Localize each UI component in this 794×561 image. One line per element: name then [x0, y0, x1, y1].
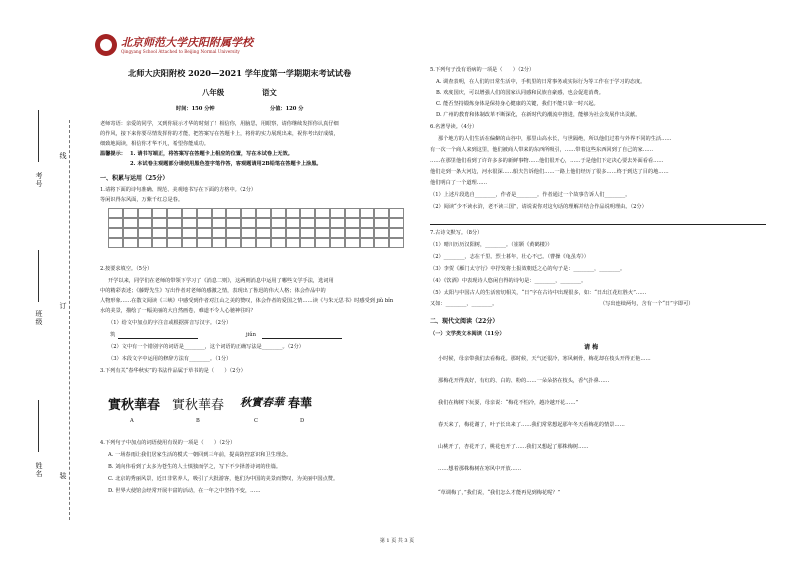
q4-option-a: A. 一场春雨让我们居家生活的模式一朝回到三年前，提高防控意识和卫生理念。 [108, 452, 292, 458]
q5-option-b: B. 欢度国庆，可以增强人们的国家认同感和民族自豪感，也会促进消费。 [436, 90, 604, 96]
q5-option-d: D. 广州的教育和体制改革不断深化，在新时代的潮流中推进，能够为社会发展作出贡献。 [436, 112, 641, 118]
greeting-line-2: 的作风，接下来你要尽情发挥你的才能，把答案写在答题卡上，将你的实力展现出来，祝你考出好成绩， [100, 131, 339, 137]
q6-stem: 6.名著导读。（4分） [430, 124, 478, 130]
exam-time: 时间：150 分钟 [176, 106, 215, 112]
calligraphy-b: 實秋華春 [172, 398, 225, 413]
calligraphy-a: 實秋華春 [108, 398, 161, 413]
q2-para-2: 中的精彩表述；《藤野先生》写出作者对老师的感激之情，表现出了鲁迅的伟大人格；体会作品中的 [100, 288, 326, 294]
article-para-4: 春天来了，梅花谢了，叶子长出来了……我们常常想起那年冬天看梅花的情景…… [438, 422, 625, 428]
exam-title: 北师大庆阳附校 2020—2021 学年度第一学期期末考试试卷 [128, 68, 352, 78]
q2-para-4: 水的美景，描绘了一幅美丽的大自然画卷，难道不令人心驰神往吗？ [100, 308, 256, 314]
page-footer: 第 1 页 共 3 页 [379, 538, 415, 544]
q6-para-3: ……在那里他们看到了许许多多的新鲜事物……他们很开心，……于是他们下定决心要去外面看看…… [430, 158, 664, 164]
school-logo [95, 34, 335, 64]
q5-stem: 5.下列句子没有语病的一项是（ ）（2分） [430, 67, 535, 73]
calligraphy-d: 春華 [288, 396, 313, 410]
school-name: 北京师范大学庆阳附属学校 [121, 36, 253, 49]
q7-stem: 7.古诗文默写。（8分） [430, 230, 483, 236]
q2-para-1: 开学以来，同学们在老师的带领下学习了《消息二则》，这两则消息中运用了哪些文学手法，选词用 [108, 278, 334, 284]
exam-score: 分值：120 分 [270, 106, 304, 112]
subject: 语文 [262, 88, 277, 97]
article-para-5: 山桃开了，杏花开了，桃花也开了……我们又想起了那株梅树…… [438, 444, 589, 450]
q6-para-2: 有一次一个商人来到这里，他们被商人带来的东西所吸引，……带着这些东西回到了自己的家…… [430, 147, 654, 153]
greeting-line-3: 细致地阅读，相信你才华不凡，希望你能成功。 [100, 141, 209, 147]
q6-para-1: 那个地方的人们生活在偏僻的山谷中，那里山高水长，与世隔绝，所以他们过着与外界不同的生活…… [438, 136, 672, 142]
seal-bind-label: 装 [59, 472, 67, 480]
seal-line-label: 线 [59, 152, 67, 160]
class-label: 班级 [35, 310, 43, 326]
note-1: 1. 请书写端正，将答案写在答题卡上相应的位置，写在本试卷上无效。 [130, 151, 293, 157]
q6-a: （1）上述片段选自________，作者是________。作者通过一个故事告诉人们________。 [430, 192, 631, 198]
q1-writing-grid[interactable] [108, 208, 404, 248]
name-label: 姓名 [35, 462, 43, 478]
q4-option-d: D. 世界大使馆会经常开展丰富的活动，在一年之中坚持不变，…… [108, 488, 261, 494]
calligraphy-label-c: C [254, 418, 258, 424]
q7-5b: 又如：________，________。 [430, 301, 498, 307]
q2-a: （1）给文中加点的字注音或根据拼音写汉字。（2分） [108, 320, 232, 326]
q2-para-3: 人物形象……在散文阅读《三峡》中感受到作者对江山之美的赞叹，体会作者的爱国之情……读《与朱元思书》时感受到 jiǔ bǐn [100, 298, 394, 304]
q3-stem: 3.下列有关“春华秋实”的书法作品属于草书的是（ ）（2分） [100, 368, 246, 374]
q2-b: （2）文中有一个错别字的词语是________，这个词语的正确写法是________。（2分） [108, 344, 304, 350]
article-para-3: 我们在梅树下玩耍，母亲说：“梅花不怕冷，越冷越开花……” [438, 400, 579, 406]
section-2-title: 二、现代文阅读（22分） [430, 318, 499, 325]
article-para-1: 小时候，母亲带我们去看梅花。那时候，天气还很冷，寒风刺骨，梅花却在枝头开得正艳…… [438, 356, 651, 362]
exam-no-label: 考号 [35, 172, 43, 188]
q6-b-answer-line[interactable] [430, 224, 766, 225]
seal-order-label: 订 [59, 302, 67, 310]
school-name-en: Qingyang School Attached to Beijing Normal University [121, 49, 240, 54]
binding-sidebar [0, 0, 92, 561]
q1-text: 等闲识得东风面，万紫千红总是春。 [100, 197, 184, 203]
q4-option-c: C. 北京的秀丽风景，近日非常养人，吸引了大批游客，他们为中国的美景而赞叹，为美丽中国点赞。 [108, 476, 339, 482]
calligraphy-label-d: D [300, 418, 305, 424]
q7-4: （4）《饮酒》中表现诗人悠闲自得的诗句是：________，________。 [430, 278, 587, 284]
class-field[interactable] [38, 250, 39, 302]
q7-5: （5）太阳与中国古人的生活密切相关，“日”字在古诗中出现很多，如：“日出江花红胜火”…… [430, 290, 647, 296]
q2-a-fill-1: 筑 [110, 332, 116, 338]
q2-a-blank-2[interactable] [262, 338, 342, 339]
note-label: 温馨提示： [100, 151, 126, 157]
name-field[interactable] [38, 400, 39, 452]
q2-a-blank-1[interactable] [118, 338, 198, 339]
q7-2: （2）________，志在千里。烈士暮年，壮心不已。（曹操《龟虽寿》） [430, 254, 589, 260]
q1-stem: 1.请将下面的诗句准确、规范、美观地书写在下面的方格中。（2分） [100, 187, 257, 193]
q5-option-c: C. 能否坚持锻炼身体是保持身心健康的关键，我们不能只靠一时兴起。 [436, 101, 599, 107]
q2-c: （3）本段文字中运用的修辞方法有________。（1分） [108, 356, 232, 362]
greeting-line-1: 老师寄语：亲爱的同学，又到你展示才华的时刻了！相信你，用脑思，用眼察，请你继续发挥你认真仔细 [100, 121, 339, 127]
calligraphy-c: 秋實春華 [240, 396, 284, 409]
grade: 八年级 [202, 88, 225, 97]
section-1-title: 一、积累与运用（25分） [100, 175, 169, 182]
note-2: 2. 本试卷主观题部分请使用黑色签字笔作答，客观题请用2B铅笔在答题卡上涂黑。 [130, 161, 322, 167]
q7-1: （1）晴川历历汉阳树，________。（崔颢《黄鹤楼》） [430, 242, 553, 248]
exam-no-field[interactable] [38, 110, 39, 162]
q4-option-b: B. 刘向伟看到了太多为苍生的人士慎独而学之，写下不少择善诗词的佳篇。 [108, 464, 282, 470]
q4-stem: 4.下列句子中加点的词语使用有误的一项是（ ）（2分） [100, 440, 236, 446]
q2-a-fill-2: jiǔn [246, 332, 256, 338]
q2-stem: 2.按要求填空。（5分） [100, 266, 153, 272]
article-quote: “草调梅了，”我们说，“我们怎么才能再见到梅花呢？” [438, 490, 561, 496]
article-title: 请 梅 [584, 344, 599, 351]
school-seal-icon [95, 34, 117, 56]
section-2-sub: （一）文学类文本阅读（11分） [430, 331, 505, 337]
binding-line [69, 120, 70, 520]
q6-b: （2）阅读“少不读水浒，老不读三国”，请说说你对这句话的理解并结合作品说明理由。（2分） [430, 204, 647, 210]
calligraphy-label-b: B [196, 418, 200, 424]
article-para-2: 那梅花开得真好，有红的、白的、粉的……一朵朵挤在枝头，香气扑鼻…… [438, 378, 610, 384]
q7-3: （3）李贺《雁门太守行》中抒发将士报效朝廷之心的句子是：________，________。 [430, 266, 626, 272]
calligraphy-label-a: A [130, 418, 134, 424]
q5-option-a: A. 调查表明，在人们的日常生活中，手机里的日常事务或实际行为等工作在于学习的态度。 [436, 79, 646, 85]
q6-para-4: 他们走到一条大河边，河水很深……船夫告诉他们……一路上他们经历了很多……终于到达了目的地…… [430, 169, 669, 175]
article-para-6: ……想着那株梅树在寒风中开放…… [438, 466, 522, 472]
q7-5c: （写出连续两句，含有一个“日”字即可） [600, 301, 694, 307]
q6-para-5: 他们明白了一个道理…… [430, 180, 488, 186]
